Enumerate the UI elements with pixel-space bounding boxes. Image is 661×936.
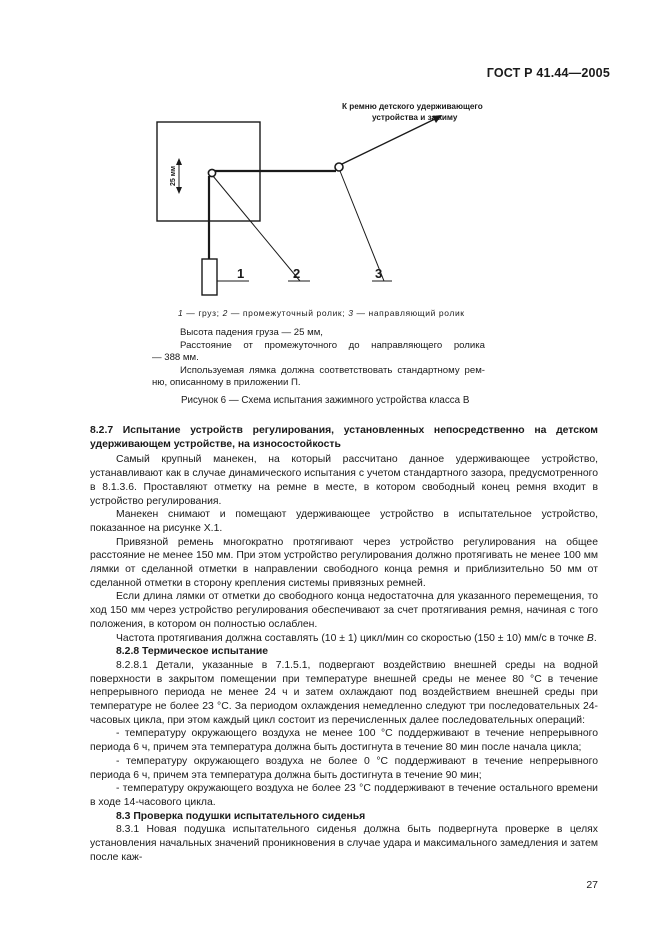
section-heading-8-2-7: 8.2.7 Испытание устройств регулирования, установленных непосредственно на детском удерживающем устройстве, на износостойкость — [90, 425, 598, 450]
paragraph: 8.2.8.1 Детали, указанные в 7.1.5.1, подвергают воздействию внешней среды на водной поверхности в закрытом помещении при температуре внешней среды не менее 80 °С в течение непрерывного периода не менее 24 ч и затем охлаждают под воздействием внешней среды при температуре не более 23 °С. За периодом охлаждения немедленно следуют три последовательных 24-часовых цикла, при этом каждый цикл состоит из перечисленных далее последовательных операций: — [90, 659, 598, 726]
callout-2-leader — [213, 176, 300, 281]
figure-caption: Рисунок 6 — Схема испытания зажимного устройства класса B — [181, 395, 470, 406]
list-item: - температуру окружающего воздуха не более 0 °С поддерживают в течение непрерывного периода 6 ч, причем эта температура должна быть достигнута в течение 90 мин; — [90, 755, 598, 781]
figure-legend — [178, 308, 465, 318]
paragraph — [90, 632, 598, 646]
paragraph-end: . — [593, 632, 597, 644]
figure-note: Используемая лямка должна соответствовать стандартному рем- — [180, 364, 485, 376]
point-label: В — [586, 632, 594, 644]
paragraph: Привязной ремень многократно протягивают через устройство регулирования на общее расстояние не менее 150 мм. При этом устройство регулирования должно протягивать не менее 100 мм лямки от сделанной отметки в направлении свободного конца ремня и приблизительно 50 мм от сделанной отметки в сторону крепления системы привязных ремней. — [90, 536, 598, 589]
paragraph: 8.3.1 Новая подушка испытательного сиденья должна быть подвергнута проверке в целях установления начальных значений проникновения в случае удара и максимального замедления и затем после каж- — [90, 824, 598, 863]
belt-label-line2: устройства и зажиму — [372, 113, 458, 122]
legend-num-3: 3 — [348, 308, 354, 318]
legend-text-3: — направляющий ролик — [353, 308, 465, 318]
figure-note: Высота падения груза — 25 мм, — [180, 327, 323, 338]
paragraph: Манекен снимают и помещают удерживающее устройство в испытательное устройство, показанное на рисунке Х.1. — [90, 509, 598, 534]
callout-1: 1 — [237, 266, 245, 281]
section-heading-8-2-8: 8.2.8 Термическое испытание — [116, 646, 269, 658]
dimension-label: 25 мм — [170, 165, 177, 186]
guide-roller — [335, 163, 343, 171]
paragraph: Если длина лямки от отметки до свободного конца недостаточна для указанного перемещения, то ход 150 мм через устройство регулирования обеспечивают за счет протягивания ремня, начиная с того положения, в котором он полностью ослаблен. — [90, 591, 598, 630]
paragraph-text: Частота протягивания должна составлять (10 ± 1) цикл/мин со скоростью (150 ± 10) мм/с в точке — [116, 632, 587, 644]
legend-num-2: 2 — [222, 308, 228, 318]
weight — [202, 259, 217, 295]
list-item: - температуру окружающего воздуха не менее 100 °С поддерживают в течение непрерывного периода 6 ч, причем эта температура должна быть достигнута в течение 80 мин после начала цикла; — [90, 728, 598, 754]
page-number: 27 — [586, 879, 598, 891]
callout-3-leader — [340, 171, 384, 281]
list-item: - температуру окружающего воздуха не более 23 °С поддерживают в течение остального времени в ходе 14-часового цикла. — [90, 783, 598, 808]
figure-note: Расстояние от промежуточного до направляющего ролика — [180, 339, 485, 351]
figure-note: ню, описанному в приложении П. — [152, 377, 301, 389]
intermediate-roller — [208, 169, 215, 176]
document-body — [90, 424, 598, 865]
belt-label-line1: К ремню детского удерживающего — [342, 102, 483, 111]
section-heading-8-3: 8.3 Проверка подушки испытательного сиденья — [116, 810, 366, 822]
test-scheme-figure — [0, 0, 661, 330]
strap-to-belt — [342, 118, 437, 164]
document-code-header: ГОСТ Р 41.44—2005 — [486, 66, 610, 80]
legend-num-1: 1 — [178, 308, 184, 318]
figure-notes — [152, 327, 485, 390]
callout-3: 3 — [375, 266, 383, 281]
legend-text-1: — груз; — [183, 308, 223, 318]
legend-text-2: — промежуточный ролик; — [227, 308, 349, 318]
callout-2: 2 — [293, 266, 301, 281]
paragraph: Самый крупный манекен, на который рассчитано данное удерживающее устройство, устанавливают как в случае динамического испытания с учетом стандартного зазора, предусмотренного в 8.1.3.6. Проставляют отметку на ремне в месте, в котором свободный конец ремня входит в устройство регулирования. — [90, 454, 598, 507]
figure-note: — 388 мм. — [152, 352, 199, 364]
